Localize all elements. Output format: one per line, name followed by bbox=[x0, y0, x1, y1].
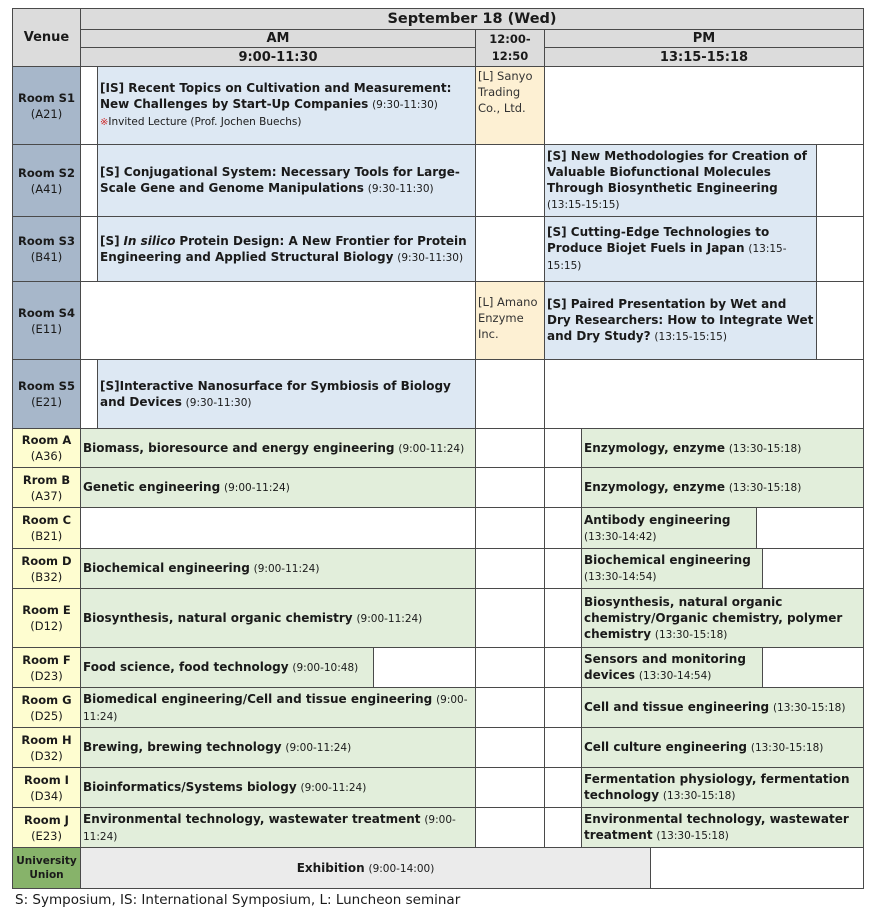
session-f-pm[interactable] bbox=[581, 647, 763, 688]
session-time: (13:30-14:54) bbox=[638, 670, 712, 682]
session-time: (9:30-11:30) bbox=[397, 251, 464, 264]
room-name: Room S5 bbox=[18, 379, 75, 393]
header-noon bbox=[475, 29, 545, 67]
j-pm-gap bbox=[544, 807, 582, 848]
room-h bbox=[12, 727, 81, 768]
room-s3 bbox=[12, 216, 81, 282]
session-title: Enzymology, enzyme bbox=[584, 480, 725, 494]
room-s4 bbox=[12, 281, 81, 360]
session-time: (9:00-10:48) bbox=[292, 662, 359, 674]
f-noon-empty bbox=[475, 647, 545, 688]
room-name: Room S1 bbox=[18, 90, 75, 105]
room-code: (B21) bbox=[30, 529, 63, 543]
s3-pm-tail bbox=[816, 216, 864, 282]
session-title: Food science, food technology bbox=[83, 660, 289, 674]
a-pm-gap bbox=[544, 428, 582, 468]
session-i-am[interactable] bbox=[80, 767, 476, 808]
session-time: (9:00-11:24) bbox=[83, 693, 468, 723]
s5-noon-empty bbox=[475, 359, 545, 429]
e-noon-empty bbox=[475, 588, 545, 648]
legend: S: Symposium, IS: International Symposium, L: Luncheon seminar bbox=[15, 892, 461, 908]
a-noon-empty bbox=[475, 428, 545, 468]
room-name: Room F bbox=[22, 652, 71, 667]
session-title: Antibody engineering bbox=[584, 512, 731, 527]
session-i-pm[interactable] bbox=[581, 767, 864, 808]
room-f bbox=[12, 647, 81, 688]
room-i bbox=[12, 767, 81, 808]
g-pm-gap bbox=[544, 687, 582, 728]
session-s3-am[interactable] bbox=[97, 216, 476, 282]
pm-label: PM bbox=[692, 31, 716, 46]
s3-noon-empty bbox=[475, 216, 545, 282]
room-code: (D25) bbox=[30, 708, 63, 723]
s2-pm-tail bbox=[816, 144, 864, 217]
session-a-am[interactable] bbox=[80, 428, 476, 468]
session-time: (9:00-11:24) bbox=[83, 813, 456, 843]
session-title: Cell and tissue engineering bbox=[584, 700, 770, 714]
session-time: (9:30-11:30) bbox=[367, 183, 434, 195]
room-j bbox=[12, 807, 81, 848]
room-g bbox=[12, 687, 81, 728]
f-pm-tail bbox=[762, 647, 864, 688]
session-f-am[interactable] bbox=[80, 647, 374, 688]
session-time: (9:30-11:30) bbox=[372, 99, 438, 111]
session-b-am[interactable] bbox=[80, 467, 476, 508]
session-time: (13:30-15:18) bbox=[772, 702, 846, 714]
session-d-am[interactable] bbox=[80, 548, 476, 589]
header-venue bbox=[12, 8, 81, 67]
room-code: (A37) bbox=[30, 488, 63, 503]
room-e bbox=[12, 588, 81, 648]
session-time: (13:30-15:18) bbox=[728, 482, 802, 494]
room-code: (A21) bbox=[30, 106, 63, 121]
venue-label: Venue bbox=[23, 30, 70, 45]
room-d bbox=[12, 548, 81, 589]
s5-spacer bbox=[80, 359, 98, 429]
j-noon-empty bbox=[475, 807, 545, 848]
session-time: (9:00-11:24) bbox=[356, 612, 423, 625]
room-code: (A36) bbox=[30, 449, 63, 463]
session-time: (13:30-14:42) bbox=[584, 530, 657, 543]
session-s4-pm[interactable] bbox=[544, 281, 817, 360]
room-name: Room S2 bbox=[18, 165, 75, 180]
session-title: Biosynthesis, natural organic chemistry/Organic chemistry, polymer chemistry bbox=[584, 594, 843, 641]
session-j-am[interactable] bbox=[80, 807, 476, 848]
session-time: (13:30-14:54) bbox=[584, 571, 657, 583]
session-time: (13:30-15:18) bbox=[750, 742, 824, 754]
f-am-tail bbox=[373, 647, 476, 688]
session-time: (13:30-15:18) bbox=[654, 628, 728, 641]
session-time: (13:15-15:15) bbox=[547, 243, 787, 272]
session-italic: In silico bbox=[123, 233, 176, 248]
b-pm-gap bbox=[544, 467, 582, 508]
room-name: Room J bbox=[24, 812, 69, 827]
session-title: Biochemical engineering bbox=[584, 553, 751, 567]
g-noon-empty bbox=[475, 687, 545, 728]
c-pm-gap bbox=[544, 507, 582, 549]
session-title: Cell culture engineering bbox=[584, 740, 748, 754]
session-s3-pm[interactable] bbox=[544, 216, 817, 282]
c-noon-empty bbox=[475, 507, 545, 549]
luncheon-s1[interactable] bbox=[475, 66, 545, 145]
session-s5-am[interactable] bbox=[97, 359, 476, 429]
header-date bbox=[80, 8, 864, 30]
room-code: (D23) bbox=[30, 668, 63, 683]
session-time: (9:30-11:30) bbox=[185, 396, 252, 409]
session-h-am[interactable] bbox=[80, 727, 476, 768]
session-g-am[interactable] bbox=[80, 687, 476, 728]
s1-spacer bbox=[80, 66, 98, 145]
session-time: (9:00-14:00) bbox=[368, 862, 435, 875]
luncheon-title: [L] Amano Enzyme Inc. bbox=[478, 295, 538, 341]
room-s5 bbox=[12, 359, 81, 429]
room-code: (E23) bbox=[31, 828, 62, 843]
s4-am-empty bbox=[80, 281, 476, 360]
session-title: Brewing, brewing technology bbox=[83, 740, 282, 754]
d-pm-gap bbox=[544, 548, 582, 589]
am-label: AM bbox=[266, 31, 290, 46]
session-c-pm[interactable] bbox=[581, 507, 757, 549]
session-s2-am[interactable] bbox=[97, 144, 476, 217]
date-label: September 18 (Wed) bbox=[387, 11, 557, 27]
header-pm-time bbox=[544, 47, 864, 67]
h-pm-gap bbox=[544, 727, 582, 768]
asterisk-icon: ※ bbox=[100, 117, 109, 128]
c-am-empty bbox=[80, 507, 476, 549]
session-title: Environmental technology, wastewater treatment bbox=[83, 811, 421, 826]
session-title: [S] Cutting-Edge Technologies to Produce Biojet Fuels in Japan bbox=[547, 225, 770, 255]
i-noon-empty bbox=[475, 767, 545, 808]
room-name: Rrom B bbox=[22, 472, 71, 487]
luncheon-s4[interactable] bbox=[475, 281, 545, 360]
session-time: (9:00-11:24) bbox=[398, 442, 465, 455]
room-name: Room S3 bbox=[18, 234, 75, 248]
header-am bbox=[80, 29, 476, 48]
session-title: Biomass, bioresource and energy engineering bbox=[83, 440, 395, 455]
am-time: 9:00-11:30 bbox=[238, 49, 318, 65]
d-noon-empty bbox=[475, 548, 545, 589]
session-title: Fermentation physiology, fermentation technology bbox=[584, 772, 850, 802]
session-g-pm[interactable] bbox=[581, 687, 864, 728]
session-time: (9:00-11:24) bbox=[285, 742, 352, 754]
room-name: Room G bbox=[21, 692, 72, 707]
room-name: Room A bbox=[21, 433, 72, 447]
header-pm bbox=[544, 29, 864, 48]
room-c bbox=[12, 507, 81, 549]
room-name: University bbox=[16, 855, 77, 867]
h-noon-empty bbox=[475, 727, 545, 768]
session-time: (13:30-15:18) bbox=[728, 442, 802, 455]
session-e-am[interactable] bbox=[80, 588, 476, 648]
room-code: (B32) bbox=[30, 569, 63, 584]
session-time: (9:00-11:24) bbox=[300, 782, 367, 794]
room-university-union bbox=[12, 847, 81, 889]
session-s1-am[interactable] bbox=[97, 66, 476, 145]
session-time: (13:30-15:18) bbox=[662, 790, 736, 802]
session-title: Exhibition bbox=[296, 860, 365, 875]
room-name: Room I bbox=[24, 772, 69, 787]
session-s2-pm[interactable] bbox=[544, 144, 817, 217]
room-a bbox=[12, 428, 81, 468]
e-pm-gap bbox=[544, 588, 582, 648]
luncheon-title: [L] Sanyo Trading Co., Ltd. bbox=[478, 69, 533, 115]
exhibition[interactable] bbox=[80, 847, 651, 889]
b-noon-empty bbox=[475, 467, 545, 508]
session-note: Invited Lecture (Prof. Jochen Buechs) bbox=[108, 116, 302, 128]
session-time: (9:00-11:24) bbox=[224, 482, 290, 494]
header-am-time bbox=[80, 47, 476, 67]
session-title: [S] Paired Presentation by Wet and Dry Researchers: How to Integrate Wet and Dry Study? bbox=[547, 297, 814, 343]
room-code: Union bbox=[29, 869, 64, 881]
session-j-pm[interactable] bbox=[581, 807, 864, 848]
s2-noon-empty bbox=[475, 144, 545, 217]
session-title: Genetic engineering bbox=[83, 480, 221, 494]
session-title: Environmental technology, wastewater treatment bbox=[584, 812, 849, 842]
f-pm-gap bbox=[544, 647, 582, 688]
s5-pm-empty bbox=[544, 359, 864, 429]
s4-pm-tail bbox=[816, 281, 864, 360]
session-time: (9:00-11:24) bbox=[253, 563, 320, 575]
session-title: Biochemical engineering bbox=[83, 561, 250, 575]
session-title: [S] Conjugational System: Necessary Tools for Large-Scale Gene and Genome Manipulations bbox=[100, 165, 460, 195]
room-b bbox=[12, 467, 81, 508]
room-name: Room E bbox=[22, 603, 71, 617]
session-time: (13:15-15:15) bbox=[547, 199, 620, 211]
room-name: Room S4 bbox=[18, 305, 75, 320]
session-title: Biomedical engineering/Cell and tissue engineering bbox=[83, 691, 433, 706]
session-a-pm[interactable] bbox=[581, 428, 864, 468]
session-title: Enzymology, enzyme bbox=[584, 440, 725, 455]
session-title: [S]Interactive Nanosurface for Symbiosis of Biology and Devices bbox=[100, 378, 451, 409]
room-code: (D32) bbox=[30, 748, 63, 763]
d-pm-tail bbox=[762, 548, 864, 589]
session-title: [IS] Recent Topics on Cultivation and Measurement: New Challenges by Start-Up Companies bbox=[100, 81, 452, 111]
session-h-pm[interactable] bbox=[581, 727, 864, 768]
room-name: Room D bbox=[21, 553, 72, 568]
s1-pm-empty bbox=[544, 66, 864, 145]
s2-spacer bbox=[80, 144, 98, 217]
room-code: (E11) bbox=[31, 321, 62, 336]
session-title: Sensors and monitoring devices bbox=[584, 652, 746, 682]
session-e-pm[interactable] bbox=[581, 588, 864, 648]
session-title: Protein Design: A New Frontier for Protein Engineering and Applied Structural Biology bbox=[100, 233, 467, 264]
session-title: [S] New Methodologies for Creation of Valuable Biofunctional Molecules Through Biosynthetic Engineering bbox=[547, 149, 807, 195]
noon-label: 12:00- bbox=[489, 32, 531, 46]
room-code: (A41) bbox=[30, 181, 63, 196]
s3-spacer bbox=[80, 216, 98, 282]
session-time: (13:15-15:15) bbox=[654, 331, 727, 343]
session-title: Bioinformatics/Systems biology bbox=[83, 780, 297, 794]
session-b-pm[interactable] bbox=[581, 467, 864, 508]
noon-time: 12:50 bbox=[491, 49, 529, 63]
pm-time: 13:15-15:18 bbox=[659, 49, 749, 65]
univ-tail bbox=[650, 847, 864, 889]
room-code: (B41) bbox=[30, 250, 63, 264]
c-pm-tail bbox=[756, 507, 864, 549]
room-s2 bbox=[12, 144, 81, 217]
session-time: (13:30-15:18) bbox=[656, 830, 729, 842]
i-pm-gap bbox=[544, 767, 582, 808]
room-code: (D34) bbox=[30, 788, 63, 803]
room-name: Room H bbox=[21, 732, 72, 747]
room-code: (E21) bbox=[31, 395, 62, 409]
session-d-pm[interactable] bbox=[581, 548, 763, 589]
room-name: Room C bbox=[21, 513, 72, 527]
session-prefix: [S] bbox=[100, 233, 120, 248]
session-title: Biosynthesis, natural organic chemistry bbox=[83, 610, 353, 625]
room-s1 bbox=[12, 66, 81, 145]
room-code: (D12) bbox=[30, 619, 63, 633]
